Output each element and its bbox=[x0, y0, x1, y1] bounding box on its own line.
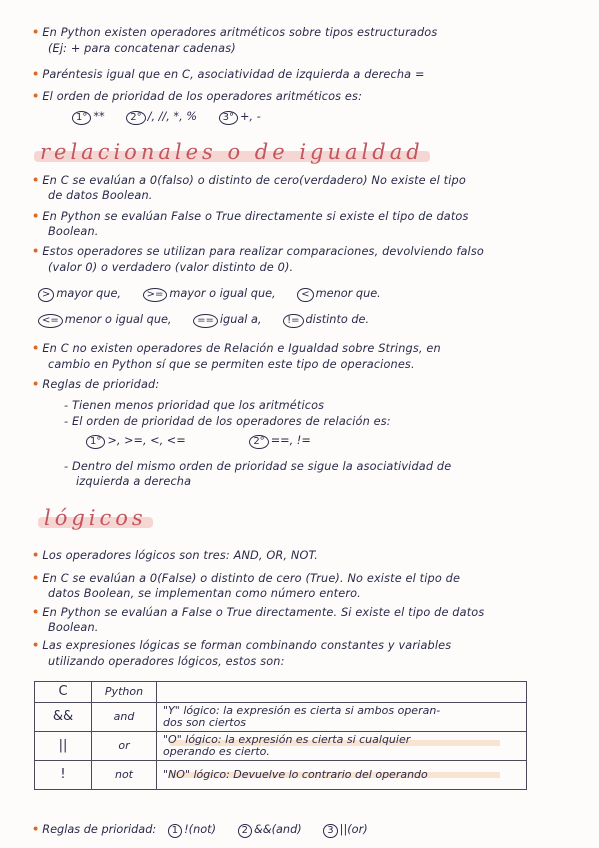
bullet-icon: • bbox=[32, 210, 40, 223]
text-line: (valor 0) o verdadero (valor distinto de 0). bbox=[48, 261, 294, 274]
op-item: >= mayor o igual que, bbox=[143, 287, 276, 300]
priority-item: 1° >, >=, <, <= bbox=[86, 434, 186, 447]
heading-logical: lógicos bbox=[44, 506, 147, 530]
bullet-line: • En C no existen operadores de Relación e Igualdad sobre Strings, en bbox=[32, 342, 441, 355]
bullet-line: • En Python se evalúan False o True directamente si existe el tipo de datos bbox=[32, 210, 469, 223]
bullet-icon: • bbox=[32, 378, 40, 391]
relational-priority-list bbox=[86, 434, 329, 449]
heading-relational: relacionales o de igualdad bbox=[40, 140, 424, 164]
bullet-icon: • bbox=[32, 639, 40, 652]
priority-item: 1° ** bbox=[72, 110, 105, 123]
text-line: utilizando operadores lógicos, estos son: bbox=[48, 655, 285, 668]
op-item: <= menor o igual que, bbox=[38, 313, 172, 326]
op-item: > mayor que, bbox=[38, 287, 121, 300]
bullet-icon: • bbox=[32, 26, 40, 39]
relational-ops-row bbox=[38, 313, 387, 328]
table-cell: "NO" lógico: Devuelve lo contrario del operando bbox=[157, 761, 527, 790]
priority-item: 2° /, //, *, % bbox=[126, 110, 197, 123]
table-row bbox=[35, 703, 527, 732]
table-cell: or bbox=[92, 732, 157, 761]
table-cell: || bbox=[35, 732, 92, 761]
bullet-icon: • bbox=[32, 572, 40, 585]
text-line: (Ej: + para concatenar cadenas) bbox=[48, 42, 236, 55]
arith-priority-list bbox=[72, 110, 279, 125]
priority-item: 2 &&(and) bbox=[238, 823, 302, 836]
bullet-line: • Reglas de prioridad: bbox=[32, 378, 160, 391]
text-line: Boolean. bbox=[48, 621, 99, 634]
op-item: != distinto de. bbox=[283, 313, 369, 326]
table-cell: not bbox=[92, 761, 157, 790]
priority-item: 3 ||(or) bbox=[323, 823, 367, 836]
logical-operators-table bbox=[34, 681, 527, 790]
table-row bbox=[35, 761, 527, 790]
priority-item: 1 !(not) bbox=[168, 823, 216, 836]
bullet-line: • En C se evalúan a 0(False) o distinto de cero (True). No existe el tipo de bbox=[32, 572, 461, 585]
op-item: < menor que. bbox=[297, 287, 381, 300]
table-cell: "O" lógico: la expresión es cierta si cualquier operando es cierto. bbox=[157, 732, 527, 761]
bullet-line: • Paréntesis igual que en C, asociatividad de izquierda a derecha = bbox=[32, 68, 425, 81]
bullet-icon: • bbox=[32, 823, 40, 836]
table-cell: ! bbox=[35, 761, 92, 790]
bullet-line: • Las expresiones lógicas se forman combinando constantes y variables bbox=[32, 639, 452, 652]
priority-item: 3° +, - bbox=[219, 110, 261, 123]
sub-line: izquierda a derecha bbox=[76, 475, 192, 488]
table-header-row bbox=[35, 682, 527, 703]
bullet-line: • El orden de prioridad de los operadores aritméticos es: bbox=[32, 90, 363, 103]
table-cell: "Y" lógico: la expresión es cierta si ambos operan- dos son ciertos bbox=[157, 703, 527, 732]
text-line: Boolean. bbox=[48, 225, 99, 238]
sub-line: - Tienen menos prioridad que los aritméticos bbox=[64, 399, 325, 412]
text-line: de datos Boolean. bbox=[48, 189, 153, 202]
logical-priority-row: • Reglas de prioridad: 1 !(not) 2 &&(and) 3 ||(or) bbox=[32, 823, 368, 836]
bullet-icon: • bbox=[32, 549, 40, 562]
bullet-icon: • bbox=[32, 68, 40, 81]
text-line: cambio en Python sí que se permiten este tipo de operaciones. bbox=[48, 358, 415, 371]
bullet-icon: • bbox=[32, 342, 40, 355]
table-row bbox=[35, 732, 527, 761]
sub-line: - Dentro del mismo orden de prioridad se sigue la asociatividad de bbox=[64, 460, 452, 473]
bullet-icon: • bbox=[32, 606, 40, 619]
bullet-icon: • bbox=[32, 90, 40, 103]
relational-ops-row bbox=[38, 287, 399, 302]
bullet-line: • En C se evalúan a 0(falso) o distinto de cero(verdadero) No existe el tipo bbox=[32, 174, 466, 187]
bullet-line: • Los operadores lógicos son tres: AND, OR, NOT. bbox=[32, 549, 319, 562]
bullet-icon: • bbox=[32, 245, 40, 258]
table-header-cell: Python bbox=[92, 682, 157, 703]
bullet-line: • En Python existen operadores aritméticos sobre tipos estructurados bbox=[32, 26, 438, 39]
bullet-icon: • bbox=[32, 174, 40, 187]
priority-item: 2° ==, != bbox=[249, 434, 310, 447]
sub-line: - El orden de prioridad de los operadores de relación es: bbox=[64, 415, 391, 428]
text-line: datos Boolean, se implementan como número entero. bbox=[48, 587, 361, 600]
table-header-cell bbox=[157, 682, 527, 703]
table-cell: and bbox=[92, 703, 157, 732]
table-cell: && bbox=[35, 703, 92, 732]
bullet-line: • En Python se evalúan a False o True directamente. Si existe el tipo de datos bbox=[32, 606, 485, 619]
bullet-line: • Estos operadores se utilizan para realizar comparaciones, devolviendo falso bbox=[32, 245, 484, 258]
table-header-cell: C bbox=[35, 682, 92, 703]
op-item: == igual a, bbox=[193, 313, 261, 326]
